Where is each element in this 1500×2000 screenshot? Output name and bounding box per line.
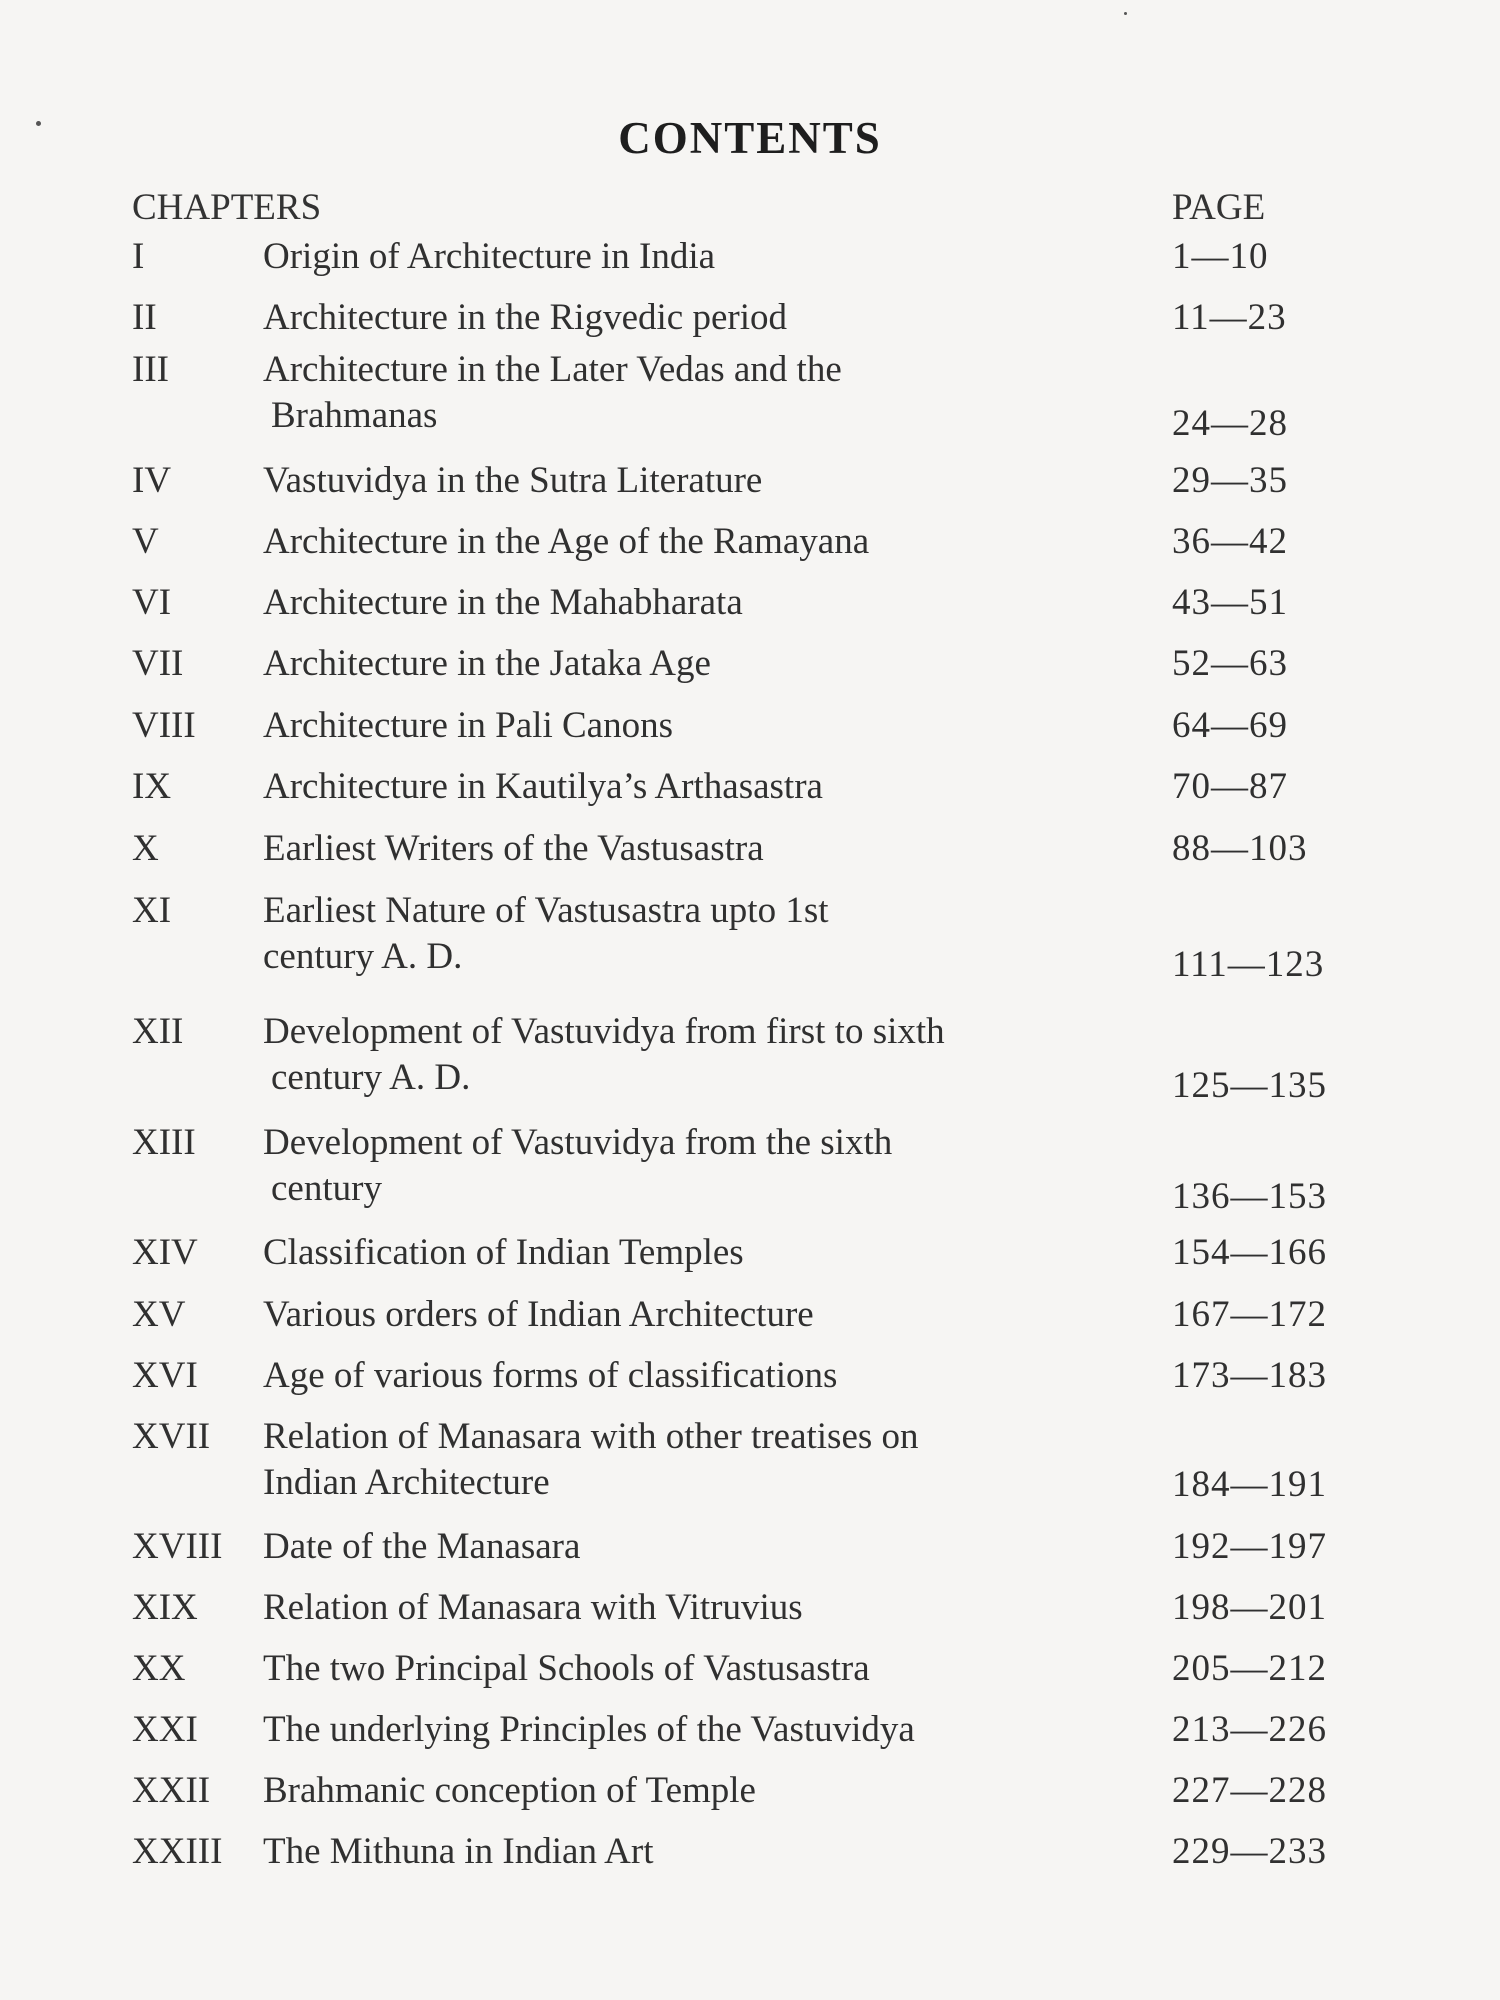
chapter-pages: 125—135 xyxy=(1172,1065,1327,1106)
chapter-number: I xyxy=(132,236,145,277)
chapter-pages: 111—123 xyxy=(1172,944,1325,985)
chapter-number: IX xyxy=(132,766,172,807)
chapter-pages: 154—166 xyxy=(1172,1232,1327,1273)
chapter-pages: 88—103 xyxy=(1172,828,1308,869)
chapter-title-line2: Indian Architecture xyxy=(263,1462,550,1503)
chapter-title-line2: century xyxy=(271,1168,382,1209)
chapter-title xyxy=(263,1009,1163,1101)
chapter-title: The two Principal Schools of Vastusastra xyxy=(263,1648,870,1689)
chapter-number: XIII xyxy=(132,1122,196,1163)
chapter-number: II xyxy=(132,297,157,338)
chapter-title-line1: Earliest Nature of Vastusastra upto 1st xyxy=(263,890,829,931)
chapter-title xyxy=(263,888,1163,980)
chapter-title: Architecture in the Rigvedic period xyxy=(263,297,787,338)
chapter-number: XXI xyxy=(132,1709,198,1750)
chapter-number: XVIII xyxy=(132,1526,223,1567)
chapter-number: III xyxy=(132,349,169,390)
chapter-number: XXII xyxy=(132,1770,211,1811)
chapter-number: XX xyxy=(132,1648,186,1689)
chapter-title: Earliest Writers of the Vastusastra xyxy=(263,828,764,869)
chapter-pages: 43—51 xyxy=(1172,582,1288,623)
chapter-pages: 184—191 xyxy=(1172,1464,1327,1505)
chapter-number: XVI xyxy=(132,1355,198,1396)
chapter-number: XV xyxy=(132,1294,186,1335)
chapter-title: Origin of Architecture in India xyxy=(263,236,716,277)
chapter-title: Various orders of Indian Architecture xyxy=(263,1294,814,1335)
chapter-title-line1: Architecture in the Later Vedas and the xyxy=(263,349,842,390)
chapter-title xyxy=(263,1120,1163,1212)
chapter-title: Relation of Manasara with Vitruvius xyxy=(263,1587,803,1628)
chapter-title: Classification of Indian Temples xyxy=(263,1232,744,1273)
chapter-number: VIII xyxy=(132,705,196,746)
chapters-header: CHAPTERS xyxy=(132,187,322,228)
chapter-title: The Mithuna in Indian Art xyxy=(263,1831,654,1872)
chapter-number: XIV xyxy=(132,1232,198,1273)
chapter-number: X xyxy=(132,828,159,869)
chapter-pages: 29—35 xyxy=(1172,460,1288,501)
chapter-number: XI xyxy=(132,890,172,931)
chapter-title: Date of the Manasara xyxy=(263,1526,581,1567)
chapter-number: VI xyxy=(132,582,172,623)
chapter-title: Age of various forms of classifications xyxy=(263,1355,838,1396)
chapter-pages: 198—201 xyxy=(1172,1587,1327,1628)
chapter-title: Vastuvidya in the Sutra Literature xyxy=(263,460,763,501)
chapter-pages: 36—42 xyxy=(1172,521,1288,562)
chapter-title: Architecture in the Mahabharata xyxy=(263,582,743,623)
chapter-title-line2: century A. D. xyxy=(263,936,463,977)
chapter-pages: 167—172 xyxy=(1172,1294,1327,1335)
chapter-number: IV xyxy=(132,460,172,501)
chapter-title-line1: Relation of Manasara with other treatises on xyxy=(263,1416,919,1457)
chapter-title-line2: century A. D. xyxy=(271,1057,471,1098)
chapter-number: V xyxy=(132,521,159,562)
chapter-pages: 213—226 xyxy=(1172,1709,1327,1750)
chapter-title: Brahmanic conception of Temple xyxy=(263,1770,756,1811)
chapter-title: Architecture in the Age of the Ramayana xyxy=(263,521,870,562)
chapter-title xyxy=(263,347,1163,439)
page-title: CONTENTS xyxy=(618,113,882,163)
chapter-title-line2: Brahmanas xyxy=(271,395,438,436)
chapter-pages: 11—23 xyxy=(1172,297,1287,338)
chapter-title xyxy=(263,1414,1163,1506)
chapter-pages: 192—197 xyxy=(1172,1526,1327,1567)
chapter-title-line1: Development of Vastuvidya from the sixth xyxy=(263,1122,893,1163)
chapter-pages: 227—228 xyxy=(1172,1770,1327,1811)
chapter-title: The underlying Principles of the Vastuvidya xyxy=(263,1709,915,1750)
chapter-title: Architecture in Pali Canons xyxy=(263,705,673,746)
chapter-pages: 136—153 xyxy=(1172,1176,1327,1217)
chapter-pages: 52—63 xyxy=(1172,643,1288,684)
chapter-pages: 24—28 xyxy=(1172,403,1288,444)
chapter-number: XIX xyxy=(132,1587,198,1628)
chapter-pages: 1—10 xyxy=(1172,236,1269,277)
chapter-pages: 205—212 xyxy=(1172,1648,1327,1689)
chapter-pages: 70—87 xyxy=(1172,766,1288,807)
chapter-pages: 173—183 xyxy=(1172,1355,1327,1396)
chapter-title: Architecture in the Jataka Age xyxy=(263,643,711,684)
chapter-number: XVII xyxy=(132,1416,211,1457)
chapter-number: XII xyxy=(132,1011,184,1052)
chapter-title-line1: Development of Vastuvidya from first to sixth xyxy=(263,1011,945,1052)
page-header: PAGE xyxy=(1172,187,1266,228)
chapter-pages: 64—69 xyxy=(1172,705,1288,746)
chapter-title: Architecture in Kautilya’s Arthasastra xyxy=(263,766,823,807)
ink-speck xyxy=(1124,12,1127,15)
chapter-number: VII xyxy=(132,643,184,684)
chapter-pages: 229—233 xyxy=(1172,1831,1327,1872)
chapter-number: XXIII xyxy=(132,1831,223,1872)
